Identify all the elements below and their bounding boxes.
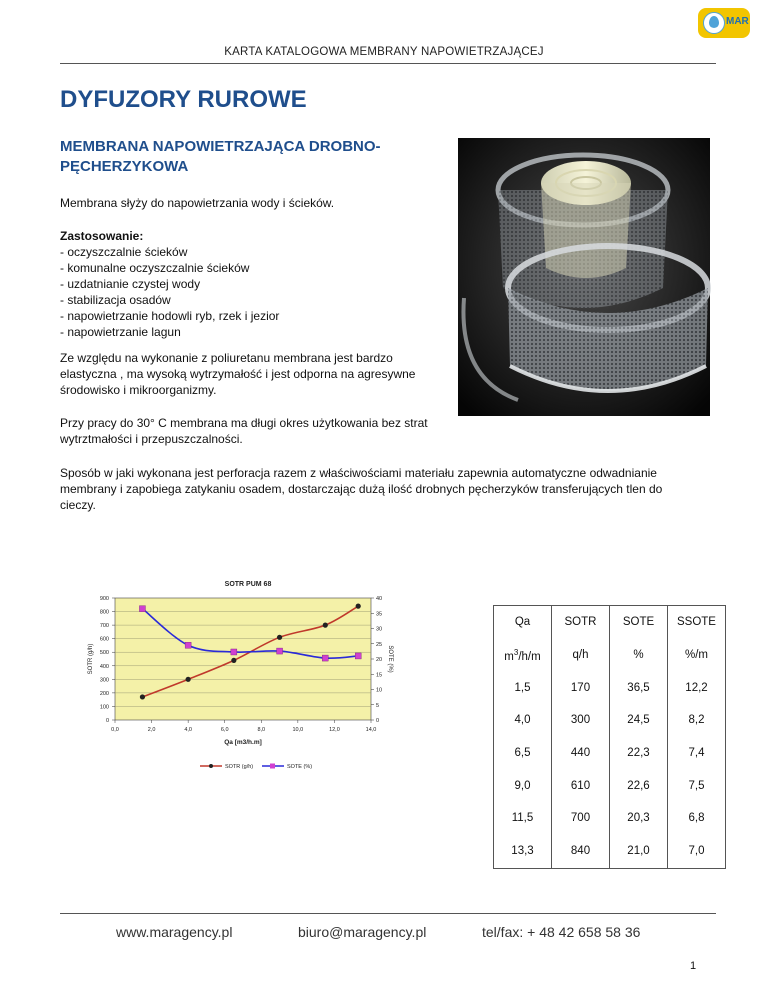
sotr-point xyxy=(140,694,145,699)
table-header-row xyxy=(494,606,726,639)
cell: 11,5 xyxy=(494,802,552,835)
table-row xyxy=(494,835,726,868)
page-number: 1 xyxy=(690,960,697,972)
x-tick-label: 6,0 xyxy=(220,727,229,733)
sotr-point xyxy=(356,604,361,609)
table-row xyxy=(494,769,726,802)
cell: 300 xyxy=(552,704,610,737)
cell: 24,5 xyxy=(610,704,668,737)
header-cell: SSOTE xyxy=(668,606,726,639)
x-tick-label: 10,0 xyxy=(292,727,304,733)
footer-email[interactable]: biuro@maragency.pl xyxy=(298,924,427,940)
sote-point xyxy=(139,606,145,612)
cell: 1,5 xyxy=(494,671,552,704)
cell: 6,8 xyxy=(668,802,726,835)
table-row xyxy=(494,802,726,835)
cell: 22,6 xyxy=(610,769,668,802)
y2-tick-label: 20 xyxy=(376,657,383,663)
cell: 4,0 xyxy=(494,704,552,737)
cell: 7,0 xyxy=(668,835,726,868)
list-item: - napowietrzanie lagun xyxy=(60,325,181,339)
perforation-paragraph: Sposób w jaki wykonana jest perforacja razem z właściwościami materiału zapewnia automatyczne odwadnianie membrany i zapobiega zatykaniu osadem, dostarczając dużą ilość drobnych pęcherzyków transferujących tlen do cieczy. xyxy=(60,466,663,512)
sote-point xyxy=(231,649,237,655)
logo-text: MAR xyxy=(726,16,749,27)
cell: 840 xyxy=(552,835,610,868)
x-tick-label: 4,0 xyxy=(184,727,192,733)
x-tick-label: 2,0 xyxy=(147,727,156,733)
list-item: - napowietrzanie hodowli ryb, rzek i jezior xyxy=(60,309,280,323)
y2-tick-label: 10 xyxy=(376,687,383,694)
x-tick-label: 12,0 xyxy=(329,727,340,733)
membrane-photo xyxy=(458,138,710,416)
cell: 20,3 xyxy=(610,802,668,835)
y-tick-label: 900 xyxy=(99,596,109,602)
y-tick-label: 600 xyxy=(99,636,109,643)
y2-tick-label: 30 xyxy=(376,626,383,633)
header-cell: SOTE xyxy=(610,606,668,639)
y2-tick-label: 35 xyxy=(376,611,383,618)
legend-label: SOTE (%) xyxy=(287,764,313,770)
x-tick-label: 0,0 xyxy=(111,727,119,733)
y-tick-label: 800 xyxy=(99,609,109,616)
table-row xyxy=(494,671,726,704)
header-divider xyxy=(60,63,716,64)
unit-cell: %/m xyxy=(668,639,726,672)
y2-axis-label: SOTE (%) xyxy=(387,645,393,673)
cell: 7,5 xyxy=(668,769,726,802)
applications-heading: Zastosowanie: xyxy=(60,229,144,243)
water-drop-icon xyxy=(703,12,725,34)
cell: 13,3 xyxy=(494,835,552,868)
cell: 7,4 xyxy=(668,737,726,770)
y-tick-label: 500 xyxy=(99,650,109,657)
unit-cell: $m^3/h/m$ xyxy=(494,639,552,672)
sote-point xyxy=(355,653,361,659)
list-item: - stabilizacja osadów xyxy=(60,293,171,307)
sotr-chart xyxy=(80,578,393,778)
sotr-point xyxy=(186,677,191,682)
cell: 21,0 xyxy=(610,835,668,868)
table-row xyxy=(494,704,726,737)
table-units-row xyxy=(494,639,726,672)
section-subtitle: MEMBRANA NAPOWIETRZAJĄCA DROBNO-PĘCHERZYKOWA xyxy=(60,138,381,175)
sote-point xyxy=(185,642,191,648)
y2-tick-label: 5 xyxy=(376,702,380,709)
company-logo xyxy=(698,8,750,38)
sotr-point xyxy=(277,635,282,640)
legend-marker xyxy=(270,764,275,769)
cell: 170 xyxy=(552,671,610,704)
list-item: - uzdatnianie czystej wody xyxy=(60,277,201,291)
x-axis-ticks xyxy=(111,720,376,733)
cell: 12,2 xyxy=(668,671,726,704)
cell: 440 xyxy=(552,737,610,770)
y-axis-label: SOTR (g/h) xyxy=(88,643,94,675)
right-axis-ticks xyxy=(371,596,382,724)
legend-label: SOTR (g/h) xyxy=(225,764,254,770)
cell: 36,5 xyxy=(610,671,668,704)
footer-website[interactable]: www.maragency.pl xyxy=(116,924,233,940)
page-title: DYFUZORY RUROWE xyxy=(60,86,307,113)
list-item: - komunalne oczyszczalnie ścieków xyxy=(60,261,250,275)
left-axis-ticks xyxy=(100,596,115,724)
sote-point xyxy=(322,655,328,661)
header-cell: Qa xyxy=(494,606,552,639)
y-tick-label: 300 xyxy=(99,677,109,684)
y2-tick-label: 15 xyxy=(376,672,383,679)
intro-text: Membrana słyży do napowietrzania wody i ścieków. xyxy=(60,196,335,210)
cell: 610 xyxy=(552,769,610,802)
chart-title: SOTR PUM 68 xyxy=(224,581,272,588)
sotr-point xyxy=(323,623,328,628)
cell: 6,5 xyxy=(494,737,552,770)
chart-legend xyxy=(200,764,312,771)
x-tick-label: 14,0 xyxy=(365,727,377,733)
cell: 9,0 xyxy=(494,769,552,802)
unit-cell: q/h xyxy=(552,639,610,672)
header-cell: SOTR xyxy=(552,606,610,639)
cell: 22,3 xyxy=(610,737,668,770)
x-axis-label: Qa [m3/h.m] xyxy=(224,739,262,746)
y-tick-label: 100 xyxy=(99,704,109,711)
material-paragraph: Ze względu na wykonanie z poliuretanu membrana jest bardzo elastyczna , ma wysoką wytrzymałość i jest odporna na agresywne środowisko i mikroorganizmy. xyxy=(60,351,416,397)
list-item: - oczyszczalnie ścieków xyxy=(60,245,188,259)
y-tick-label: 0 xyxy=(105,718,109,724)
y2-tick-label: 25 xyxy=(376,641,383,648)
legend-marker xyxy=(209,764,213,768)
plot-area xyxy=(115,598,371,720)
footer-divider xyxy=(60,913,716,914)
performance-table xyxy=(493,605,726,869)
temperature-paragraph: Przy pracy do 30° C membrana ma długi okres użytkowania bez strat wytrztmałości i przepuszczalności. xyxy=(60,416,428,446)
table-row xyxy=(494,737,726,770)
applications-list xyxy=(60,244,279,340)
cell: 8,2 xyxy=(668,704,726,737)
cell: 700 xyxy=(552,802,610,835)
header-title: KARTA KATALOGOWA MEMBRANY NAPOWIETRZAJĄCEJ xyxy=(224,46,544,58)
y-tick-label: 400 xyxy=(99,663,109,670)
sotr-point xyxy=(231,658,236,663)
sote-point xyxy=(277,648,283,654)
y2-tick-label: 0 xyxy=(376,718,380,724)
y-tick-label: 200 xyxy=(99,690,109,697)
y-tick-label: 700 xyxy=(99,623,109,630)
y2-tick-label: 40 xyxy=(376,596,383,602)
footer-phone: tel/fax: + 48 42 658 58 36 xyxy=(482,924,641,940)
x-tick-label: 8,0 xyxy=(257,727,266,733)
unit-cell: % xyxy=(610,639,668,672)
